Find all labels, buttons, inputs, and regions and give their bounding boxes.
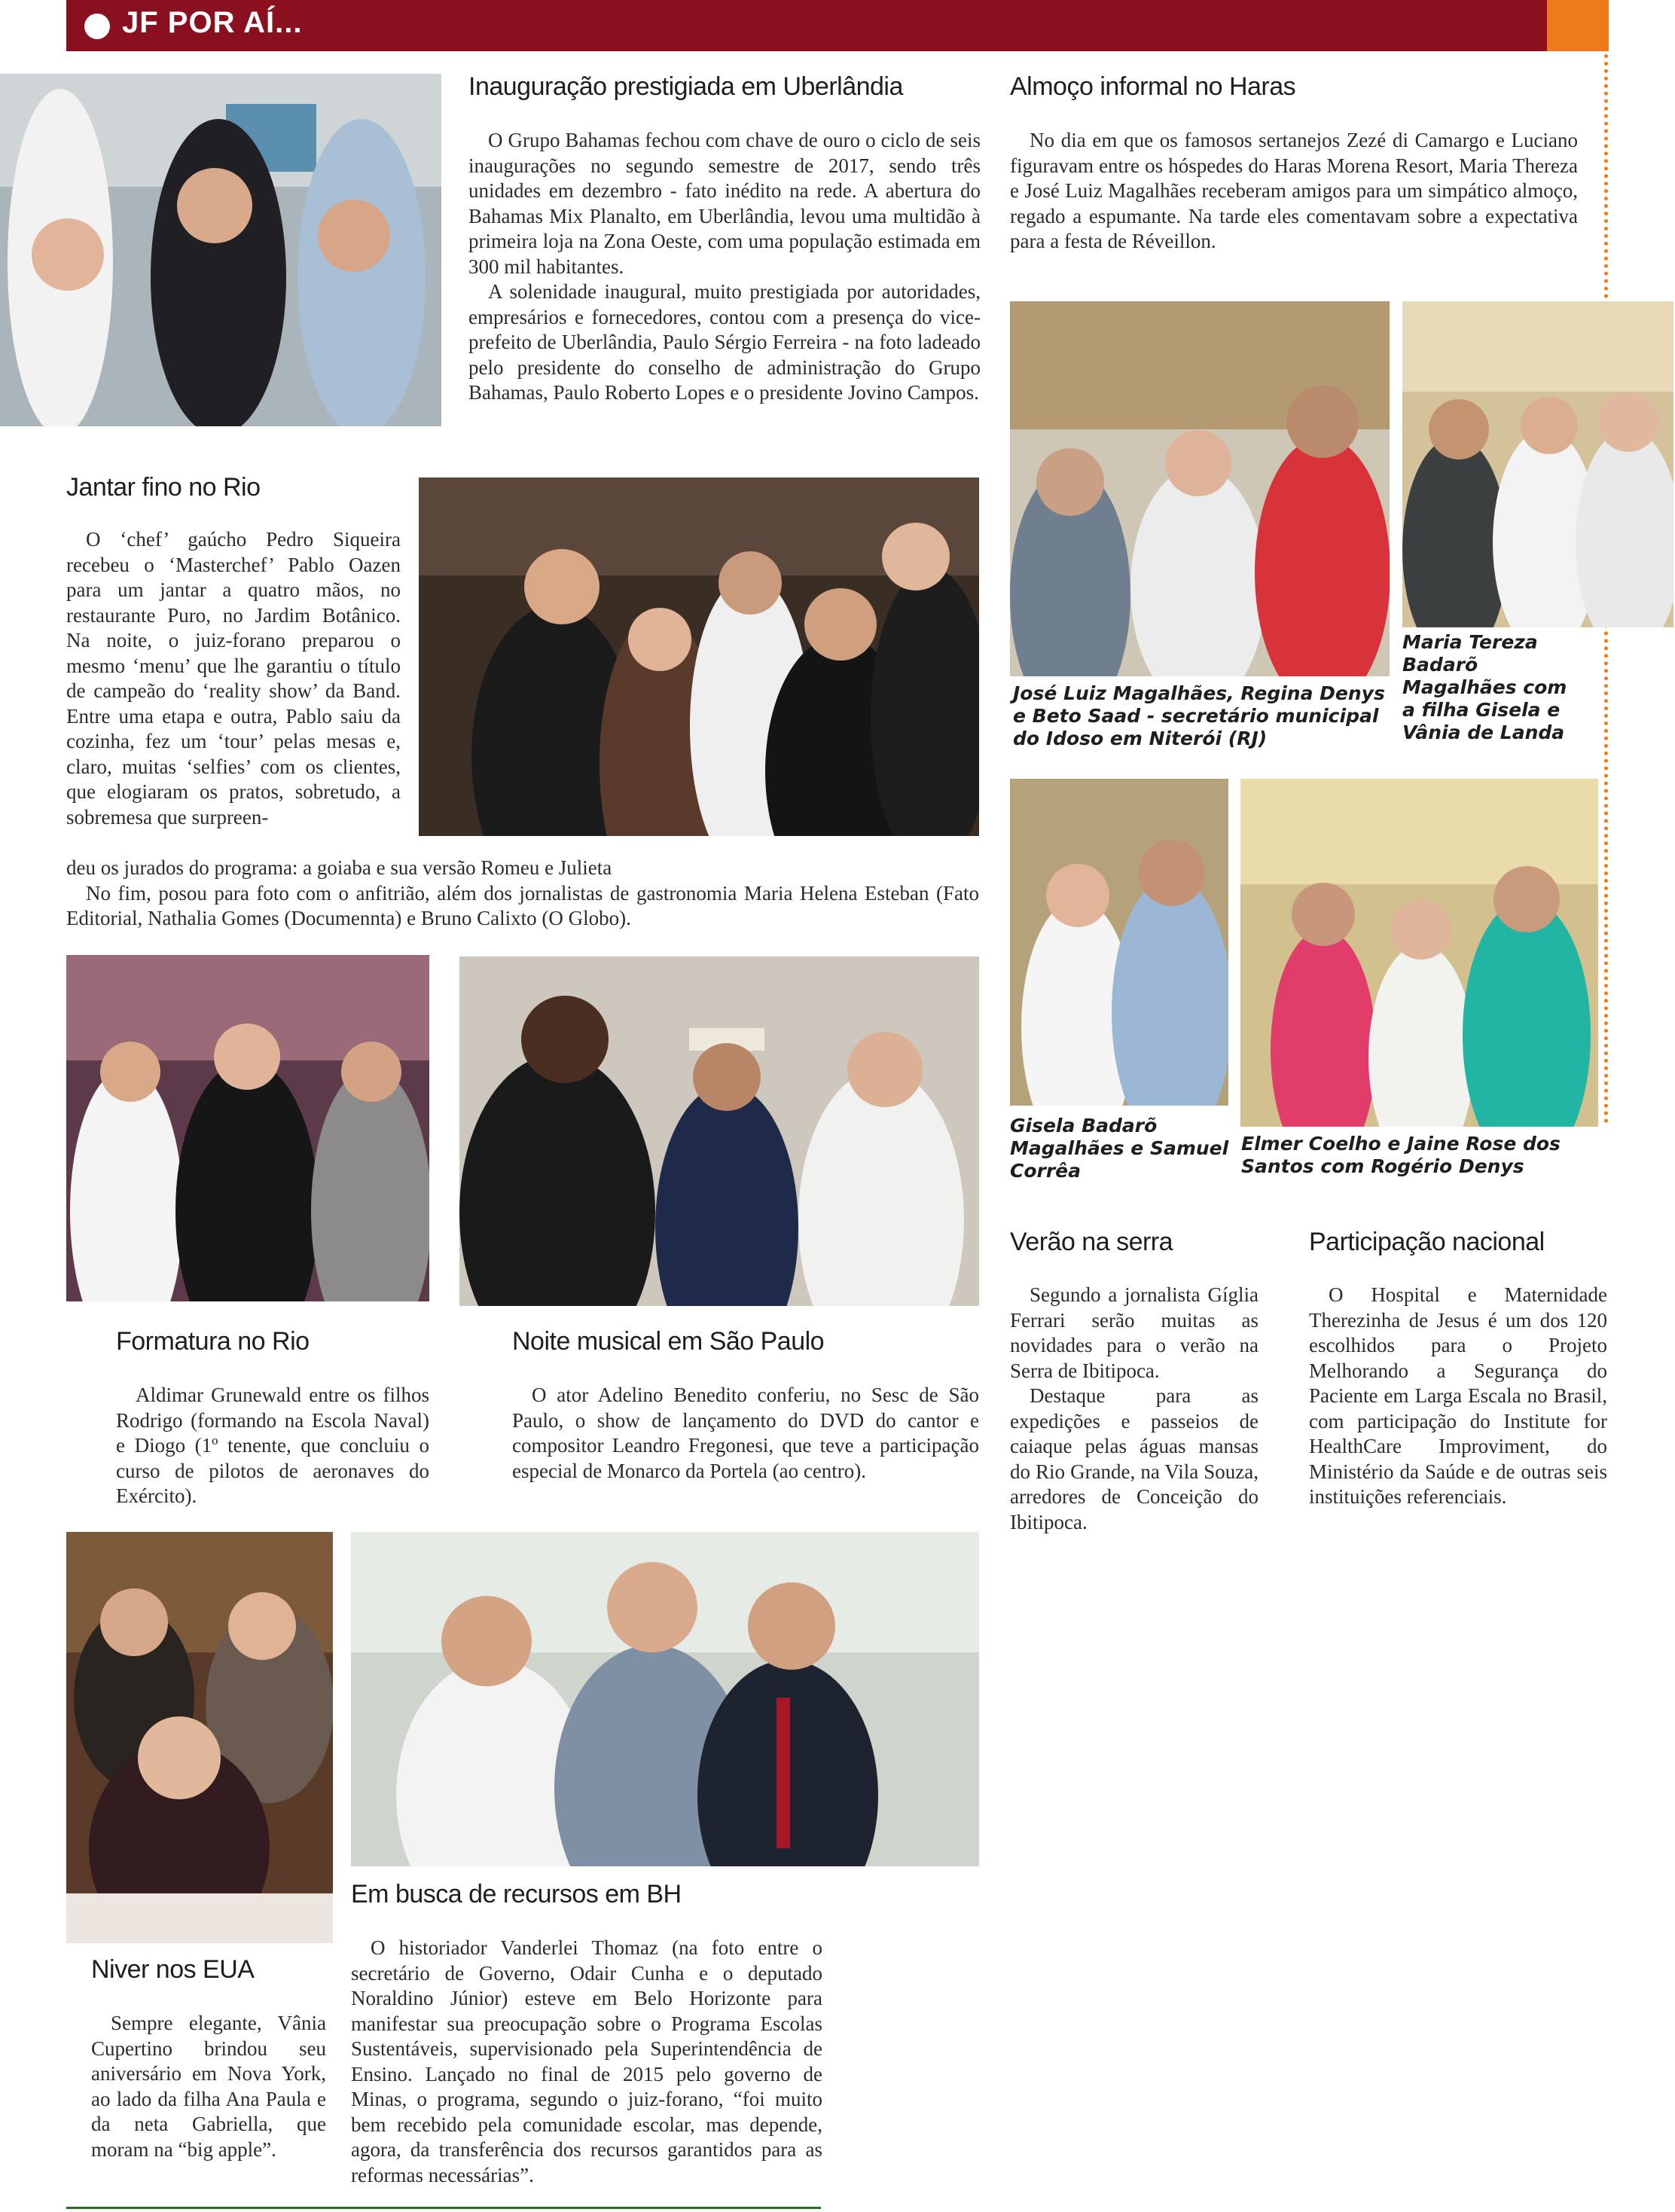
article-paragraph: A solenidade inaugural, muito prestigiada por autoridades, empresários e fornecedores, contou com a presença do vice-prefeito de Uberlândia, Paulo Sérgio Ferreira - na foto ladeado pelo presidente do conselho de administração do Grupo Bahamas, Paulo Roberto Lopes e o presidente Jovino Campos. bbox=[468, 280, 981, 404]
article-paragraph: O Hospital e Maternidade Therezinha de Jesus é um dos 120 escolhidos para o Projeto Melhorando a Segurança do Paciente em Larga Escala no Brasil, com participação do Institute for HealthCare Improviment, do Ministério da Saúde e de outras seis instituições referenciais. bbox=[1309, 1283, 1607, 1508]
article-paragraph: Sempre elegante, Vânia Cupertino brindou seu aniversário em Nova York, ao lado da filha Ana Paula e da neta Gabriella, que moram na “big apple”. bbox=[91, 2012, 326, 2161]
photo-noite-musical bbox=[459, 956, 979, 1306]
headline-uberlandia: Inauguração prestigiada em Uberlândia bbox=[468, 72, 903, 101]
article-paragraph: Destaque para as expedições e passeios de caiaque pelas águas mansas do Rio Grande, na Vila Souza, arredores de Conceição do Ibitipoca. bbox=[1010, 1384, 1259, 1533]
photo-formatura bbox=[66, 955, 429, 1301]
photo-haras-3 bbox=[1010, 779, 1228, 1106]
article-paragraph: Segundo a jornalista Gíglia Ferrari serão muitas as novidades para o verão na Serra de Ibitipoca. bbox=[1010, 1283, 1259, 1382]
article-paragraph: No fim, posou para foto com o anfitrião, além dos jornalistas de gastronomia Maria Helena Esteban (Fato Editorial, Nathalia Gomes (Documennta) e Bruno Calixto (O Globo). bbox=[66, 881, 979, 929]
article-niver-body bbox=[91, 2011, 326, 2162]
bottom-rule bbox=[66, 2207, 821, 2209]
article-paragraph: O historiador Vanderlei Thomaz (na foto entre o secretário de Governo, Odair Cunha e o deputado Noraldino Júnior) esteve em Belo Horizonte para manifestar sua preocupação sobre o Programa Escolas Sustentáveis, supervisionado pela Superintendência de Ensino. Lançado no final de 2015 pelo governo de Minas, o programa, segundo o juiz-forano, “foi muito bem recebido pela comunidade escolar, mas depende, agora, da transferência dos recursos garantidos para as reformas necessárias”. bbox=[351, 1936, 822, 2186]
article-formatura-body bbox=[116, 1383, 429, 1509]
article-rio-jantar-body bbox=[66, 527, 401, 830]
headline-formatura: Formatura no Rio bbox=[116, 1327, 310, 1356]
headline-verao-serra: Verão na serra bbox=[1010, 1228, 1173, 1256]
section-title: JF POR AÍ... bbox=[122, 6, 303, 39]
photo-haras-1 bbox=[1010, 301, 1390, 676]
article-paragraph: No dia em que os famosos sertanejos Zezé di Camargo e Luciano figuravam entre os hóspedes do Haras Morena Resort, Maria Thereza e José Luiz Magalhães receberam amigos para um simpático almoço, regado a espumante. Na tarde eles comentavam sobre a expectativa para a festa de Réveillon. bbox=[1010, 129, 1578, 252]
article-participacao-body bbox=[1309, 1283, 1607, 1510]
photo-bh bbox=[351, 1532, 979, 1866]
photo-niver bbox=[66, 1532, 333, 1943]
caption-haras-1: José Luiz Magalhães, Regina Denys e Beto Saad - secretário municipal do Idoso em Niterói (RJ) bbox=[1013, 682, 1385, 749]
photo-haras-4 bbox=[1240, 779, 1598, 1127]
article-bh-body bbox=[351, 1936, 822, 2188]
headline-haras: Almoço informal no Haras bbox=[1010, 72, 1296, 101]
article-noite-musical-body bbox=[512, 1383, 979, 1484]
headline-niver: Niver nos EUA bbox=[91, 1955, 255, 1984]
bullet-dot-icon bbox=[84, 14, 110, 39]
article-uberlandia-body bbox=[468, 128, 981, 406]
article-paragraph: O ‘chef’ gaúcho Pedro Siqueira recebeu o ‘Masterchef’ Pablo Oazen para um jantar a quatro mãos, no restaurante Puro, no Jardim Botânico. Na noite, o juiz-forano preparou o mesmo ‘menu’ que lhe garantiu o título de campeão do ‘reality show’ da Band. Entre uma etapa e outra, Pablo saiu da cozinha, fez um ‘tour’ pelas mesas e, claro, muitas ‘selfies’ com os clientes, que elogiaram os pratos, sobretudo, a sobremesa que surpreen- bbox=[66, 528, 401, 828]
article-verao-serra-body bbox=[1010, 1283, 1259, 1535]
headline-noite-musical: Noite musical em São Paulo bbox=[512, 1327, 825, 1356]
article-paragraph: Aldimar Grunewald entre os filhos Rodrigo (formando na Escola Naval) e Diogo (1º tenente, que concluiu o curso de pilotos de aeronaves do Exército). bbox=[116, 1384, 429, 1507]
article-haras-body bbox=[1010, 128, 1578, 255]
article-paragraph: O ator Adelino Benedito conferiu, no Sesc de São Paulo, o show de lançamento do DVD do cantor e compositor Leandro Fregonesi, que teve a participação especial de Monarco da Portela (ao centro). bbox=[512, 1384, 979, 1482]
photo-rio-jantar bbox=[419, 477, 979, 836]
header-accent-block bbox=[1547, 0, 1609, 51]
article-rio-jantar-body-wide bbox=[66, 856, 979, 932]
caption-haras-3: Gisela Badarõ Magalhães e Samuel Corrêa bbox=[1010, 1115, 1229, 1182]
photo-haras-2 bbox=[1402, 301, 1673, 627]
photo-uberlandia-group bbox=[0, 74, 441, 426]
caption-haras-4: Elmer Coelho e Jaine Rose dos Santos com Rogério Denys bbox=[1241, 1133, 1561, 1177]
article-paragraph: deu os jurados do programa: a goiaba e sua versão Romeu e Julieta bbox=[66, 856, 612, 879]
headline-bh: Em busca de recursos em BH bbox=[351, 1880, 682, 1908]
caption-haras-2: Maria Tereza Badarõ Magalhães com a filha Gisela e Vânia de Landa bbox=[1402, 631, 1567, 743]
headline-participacao: Participação nacional bbox=[1309, 1228, 1545, 1256]
article-paragraph: O Grupo Bahamas fechou com chave de ouro o ciclo de seis inaugurações no segundo semestre de 2017, sendo três unidades em dezembro - fato inédito na rede. A abertura do Bahamas Mix Planalto, em Uberlândia, levou uma multidão à primeira loja na Zona Oeste, com uma população estimada em 300 mil habitantes. bbox=[468, 129, 981, 278]
headline-rio-jantar: Jantar fino no Rio bbox=[66, 473, 261, 502]
